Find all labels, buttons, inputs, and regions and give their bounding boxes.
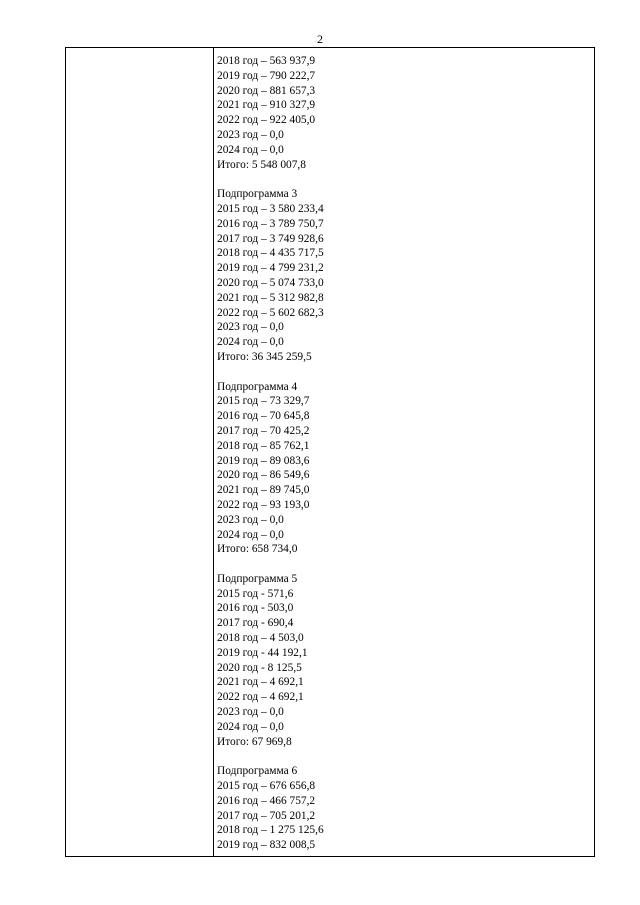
year-amount-line: 2021 год – 5 312 982,8 bbox=[217, 291, 324, 304]
page-number: 2 bbox=[317, 32, 323, 46]
funding-block bbox=[217, 187, 590, 365]
year-amount-line: 2016 год – 3 789 750,7 bbox=[217, 217, 324, 230]
year-amount-line: 2017 год – 70 425,2 bbox=[217, 424, 310, 437]
year-amount-line: 2023 год – 0,0 bbox=[217, 321, 284, 334]
year-amount-line: 2015 год – 3 580 233,4 bbox=[217, 202, 324, 215]
year-amount-line: 2018 год – 563 937,9 bbox=[217, 55, 316, 67]
year-amount-line: 2024 год – 0,0 bbox=[217, 143, 284, 156]
year-amount-line: 2015 год - 571,6 bbox=[217, 587, 294, 600]
year-amount-line: 2016 год – 466 757,2 bbox=[217, 794, 316, 807]
year-amount-line: 2024 год – 0,0 bbox=[217, 720, 284, 733]
year-amount-line: 2023 год – 0,0 bbox=[217, 128, 284, 141]
year-amount-line: 2020 год – 86 549,6 bbox=[217, 469, 310, 482]
year-amount-line: 2019 год - 44 192,1 bbox=[217, 646, 308, 659]
funding-block bbox=[217, 54, 590, 172]
year-amount-line: 2021 год – 89 745,0 bbox=[217, 484, 310, 497]
year-amount-line: 2018 год – 1 275 125,6 bbox=[217, 824, 324, 837]
year-amount-line: 2020 год - 8 125,5 bbox=[217, 661, 302, 674]
year-amount-line: 2019 год – 4 799 231,2 bbox=[217, 262, 324, 275]
year-amount-line: 2022 год – 4 692,1 bbox=[217, 691, 304, 704]
total-line: Итого: 5 548 007,8 bbox=[217, 158, 306, 171]
year-amount-line: 2022 год – 922 405,0 bbox=[217, 114, 316, 127]
year-amount-line: 2022 год – 93 193,0 bbox=[217, 498, 310, 511]
year-amount-line: 2017 год – 3 749 928,6 bbox=[217, 232, 324, 245]
column-divider bbox=[213, 48, 214, 856]
year-amount-line: 2015 год – 73 329,7 bbox=[217, 395, 310, 408]
year-amount-line: 2016 год – 70 645,8 bbox=[217, 410, 310, 423]
year-amount-line: 2015 год – 676 656,8 bbox=[217, 780, 316, 793]
year-amount-line: 2017 год – 705 201,2 bbox=[217, 809, 316, 822]
total-line: Итого: 67 969,8 bbox=[217, 735, 292, 748]
year-amount-line: 2024 год – 0,0 bbox=[217, 528, 284, 541]
year-amount-line: 2019 год – 832 008,5 bbox=[217, 839, 316, 852]
year-amount-line: 2019 год – 89 083,6 bbox=[217, 454, 310, 467]
funding-table bbox=[65, 47, 595, 857]
subprogram-heading: Подпрограмма 3 bbox=[217, 188, 298, 201]
total-line: Итого: 658 734,0 bbox=[217, 543, 298, 556]
year-amount-line: 2017 год - 690,4 bbox=[217, 617, 294, 630]
year-amount-line: 2019 год – 790 222,7 bbox=[217, 69, 316, 82]
total-line: Итого: 36 345 259,5 bbox=[217, 350, 312, 363]
year-amount-line: 2024 год – 0,0 bbox=[217, 336, 284, 349]
year-amount-line: 2023 год – 0,0 bbox=[217, 513, 284, 526]
subprogram-heading: Подпрограмма 4 bbox=[217, 380, 298, 393]
year-amount-line: 2016 год - 503,0 bbox=[217, 602, 294, 615]
subprogram-heading: Подпрограмма 5 bbox=[217, 572, 298, 585]
year-amount-line: 2018 год – 85 762,1 bbox=[217, 439, 310, 452]
funding-block bbox=[217, 572, 590, 750]
year-amount-line: 2018 год – 4 503,0 bbox=[217, 632, 304, 645]
subprogram-heading: Подпрограмма 6 bbox=[217, 765, 298, 778]
year-amount-line: 2018 год – 4 435 717,5 bbox=[217, 247, 324, 260]
year-amount-line: 2021 год – 910 327,9 bbox=[217, 99, 316, 112]
year-amount-line: 2021 год – 4 692,1 bbox=[217, 676, 304, 689]
funding-block bbox=[217, 380, 590, 558]
funding-block bbox=[217, 764, 590, 853]
year-amount-line: 2022 год – 5 602 682,3 bbox=[217, 306, 324, 319]
year-amount-line: 2020 год – 881 657,3 bbox=[217, 84, 316, 97]
year-amount-line: 2020 год – 5 074 733,0 bbox=[217, 276, 324, 289]
year-amount-line: 2023 год – 0,0 bbox=[217, 706, 284, 719]
funding-cell bbox=[217, 54, 590, 853]
